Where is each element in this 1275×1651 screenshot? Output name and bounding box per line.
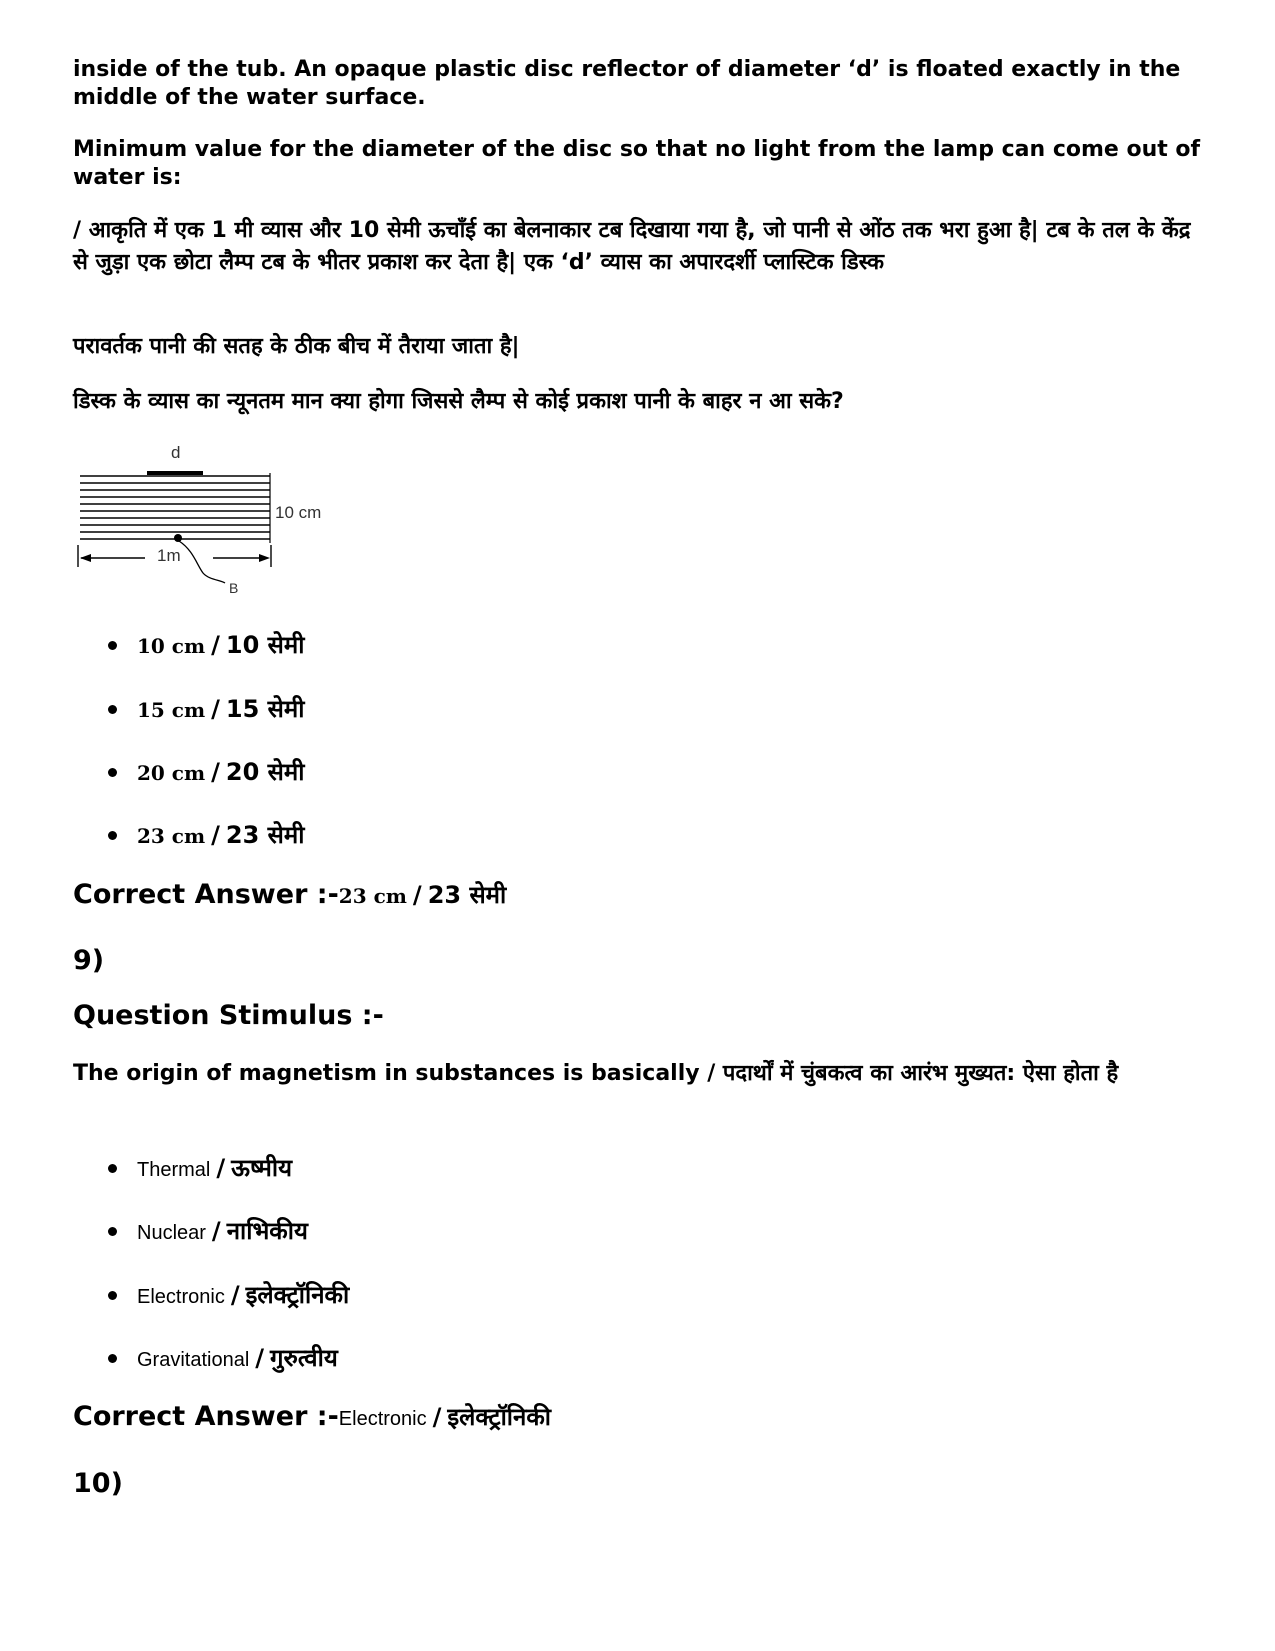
q9-option-1[interactable]: Thermal / ऊष्मीय (108, 1153, 292, 1185)
q8-correct-answer: Correct Answer :-23 cm / 23 सेमी (73, 879, 507, 910)
q8-stem-end: inside of the tub. An opaque plastic disc reflector of diameter ‘d’ is floated exactly in the middle of the water surface. (73, 57, 1181, 110)
q9-option-4[interactable]: Gravitational / गुरुत्वीय (108, 1343, 338, 1375)
q8-option-3[interactable]: 20 cm / 20 सेमी (108, 757, 304, 789)
q8-option-2[interactable]: 15 cm / 15 सेमी (108, 694, 304, 726)
q8-option-1[interactable]: 10 cm / 10 सेमी (108, 630, 304, 662)
bullet-icon (108, 1227, 117, 1236)
q8-question: Minimum value for the diameter of the disc so that no light from the lamp can come out of water is: (73, 137, 1201, 190)
q8-hindi-text-3: डिस्क के व्यास का न्यूनतम मान क्या होगा जिससे लैम्प से कोई प्रकाश पानी के बाहर न आ सके? (73, 389, 844, 414)
q9-option-2[interactable]: Nuclear / नाभिकीय (108, 1216, 308, 1248)
bullet-icon (108, 1291, 117, 1300)
q9-question: The origin of magnetism in substances is basically / पदार्थों में चुंबकत्व का आरंभ मुख्यत: ऐसा होता है (73, 1061, 1119, 1086)
water-lines (80, 476, 270, 539)
q9-number: 9) (73, 945, 105, 976)
bullet-icon (108, 641, 117, 650)
bullet-icon (108, 831, 117, 840)
q9-stimulus-label: Question Stimulus :- (73, 1000, 384, 1031)
label-height: 10 cm (275, 503, 322, 522)
q9-correct-answer: Correct Answer :-Electronic / इलेक्ट्रॉनिकी (73, 1401, 551, 1432)
label-d: d (171, 443, 181, 462)
bullet-icon (108, 705, 117, 714)
bullet-icon (108, 768, 117, 777)
tub-diagram (75, 435, 375, 600)
q10-number: 10) (73, 1468, 123, 1499)
lamp-point (174, 534, 182, 542)
disc-reflector (147, 471, 203, 475)
q8-hindi-text-2: परावर्तक पानी की सतह के ठीक बीच में तैराया जाता है| (73, 334, 520, 359)
label-width: 1m (157, 546, 181, 565)
label-b: B (229, 580, 239, 596)
q8-option-4[interactable]: 23 cm / 23 सेमी (108, 820, 304, 852)
bullet-icon (108, 1354, 117, 1363)
lamp-pointer (179, 541, 225, 583)
q9-option-3[interactable]: Electronic / इलेक्ट्रॉनिकी (108, 1280, 349, 1312)
bullet-icon (108, 1164, 117, 1173)
q8-hindi-text-1: / आकृति में एक 1 मी व्यास और 10 सेमी ऊचाँई का बेलनाकार टब दिखाया गया है, जो पानी से ओंठ तक भरा हुआ है| टब के तल के केंद्र से जुड़ा एक छोटा लैम्प टब के भीतर प्रकाश कर देता है| एक ‘d’ व्यास का अपारदर्शी प्लास्टिक डिस्क (73, 218, 1191, 275)
